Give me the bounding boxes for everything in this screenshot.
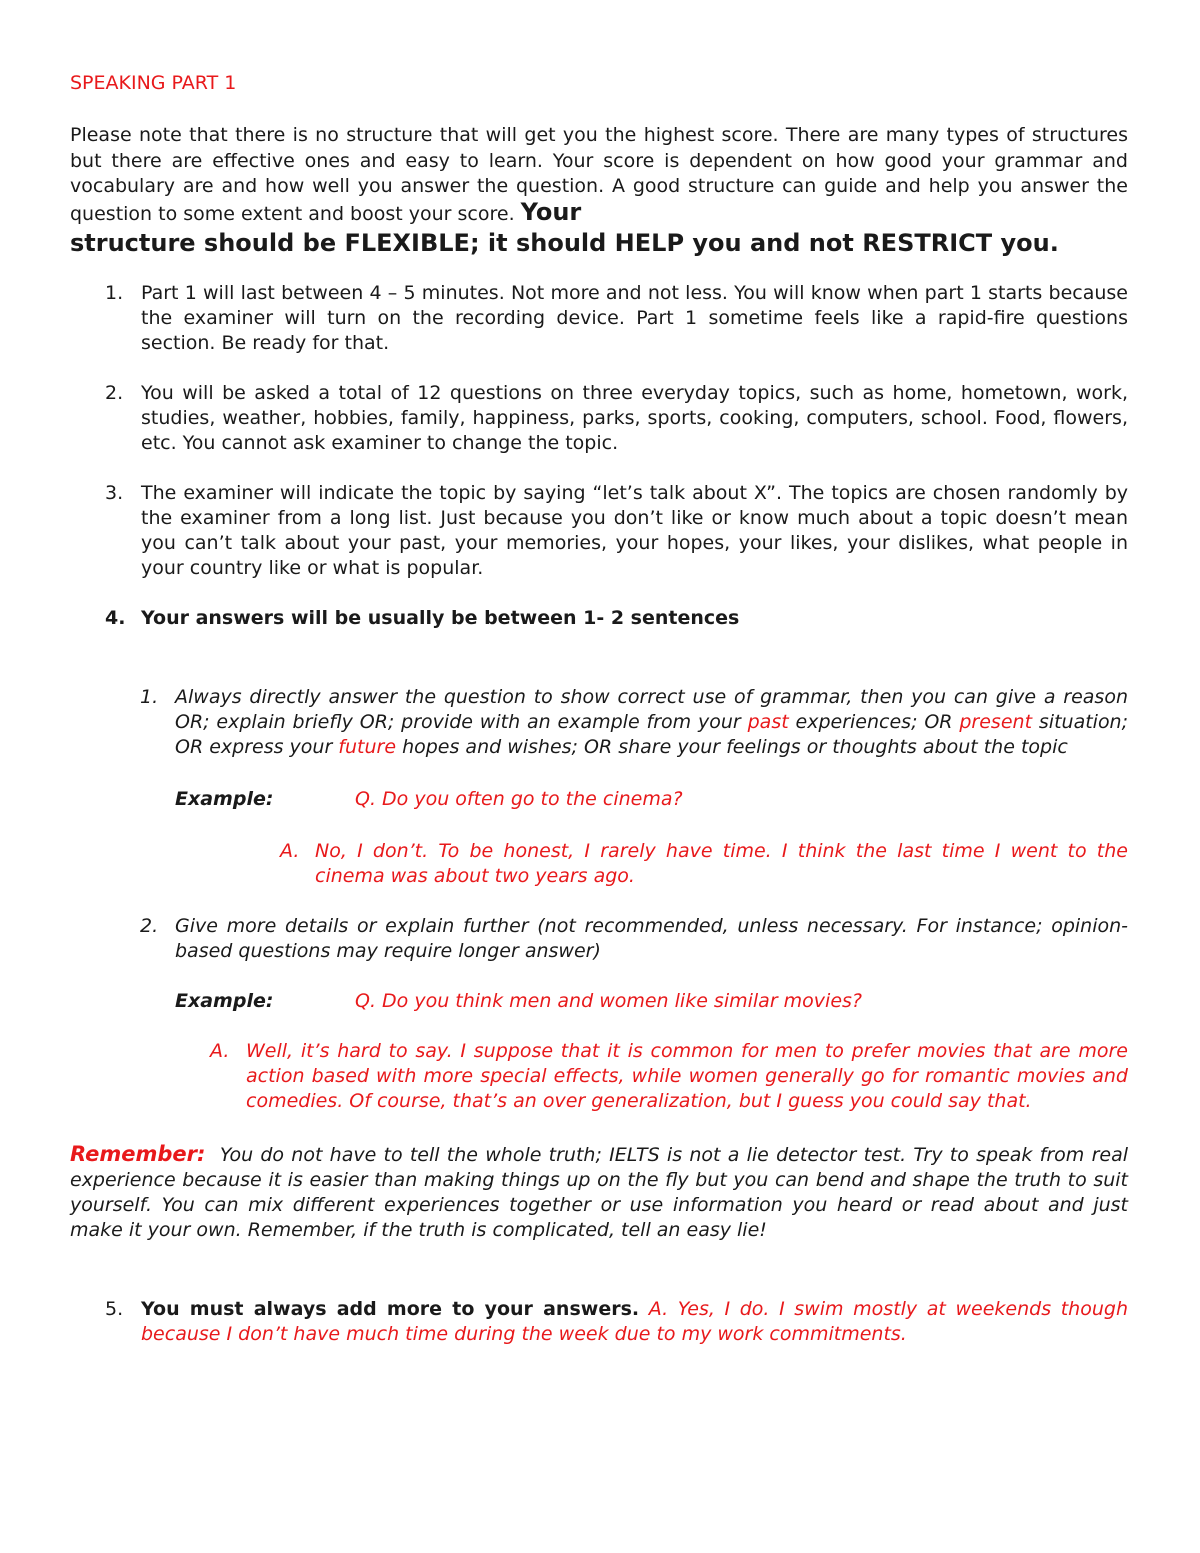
- list-item: [70, 481, 1128, 581]
- list-item: [70, 1297, 1128, 1347]
- answer-text: No, I don’t. To be honest, I rarely have time. I think the last time I went to the cinema was about two years ago.: [315, 840, 1128, 887]
- example-label: Example:: [175, 990, 274, 1012]
- remember-paragraph: [70, 1142, 1128, 1243]
- answer-text: A. Yes, I do. I swim mostly at weekends though because I don’t have much time during the week due to my work commitments.: [141, 1298, 1128, 1345]
- list-text: Your answers will be usually be between 1- 2 sentences: [141, 607, 740, 629]
- sub-text: experiences; OR: [788, 711, 960, 733]
- emph-g: you.: [992, 229, 1059, 257]
- list-text: Part 1 will last between 4 – 5 minutes. Not more and not less. You will know when part 1 starts because the examiner will turn on the recording device. Part 1 sometime feels like a rapid-fire questions section. Be ready for that.: [141, 282, 1128, 354]
- answer-marker: A.: [210, 1040, 230, 1062]
- sub-list-number: 2.: [140, 915, 159, 937]
- remember-label: Remember:: [70, 1142, 206, 1166]
- sub-text: Always directly answer the question to show correct use of grammar, then you can give a reason OR; explain briefly OR; provide with an example from your: [175, 686, 1128, 733]
- sub-list-number: 1.: [140, 686, 159, 708]
- example-question: Q. Do you think men and women like similar movies?: [355, 990, 862, 1012]
- list-item: [70, 381, 1128, 456]
- page-title: SPEAKING PART 1: [70, 72, 237, 94]
- highlight-past: past: [747, 711, 789, 733]
- list-number: 5.: [105, 1298, 124, 1320]
- emph-help: HELP: [614, 229, 685, 257]
- highlight-future: future: [338, 736, 397, 758]
- answer-marker: A.: [280, 840, 300, 862]
- list-item: [70, 281, 1128, 356]
- example-answer: [70, 839, 1128, 889]
- example-label: Example:: [175, 788, 274, 810]
- list-number: 3.: [105, 482, 124, 504]
- list-text: You will be asked a total of 12 questions on three everyday topics, such as home, hometown, work, studies, weather, hobbies, family, happiness, parks, sports, cooking, computers, school. Food, flowers, etc. You cannot ask examiner to change the topic.: [141, 382, 1128, 454]
- intro-paragraph: [70, 123, 1128, 259]
- example-row: [70, 989, 1128, 1014]
- highlight-present: present: [959, 711, 1033, 733]
- document-page: [70, 70, 1128, 1347]
- list-number: 1.: [105, 282, 124, 304]
- intro-emphasis-line: [70, 227, 1128, 259]
- example-answer: [70, 1039, 1128, 1114]
- sub-text: situation; OR express your: [175, 711, 1129, 758]
- answer-text: Well, it’s hard to say. I suppose that it is common for men to prefer movies that are more action based with more special effects, while women generally go for romantic movies and comedies. Of course, that’s an over generalization, but I guess you could say that.: [246, 1040, 1128, 1112]
- emph-c: ; it should: [469, 229, 615, 257]
- list-number: 4.: [105, 607, 126, 629]
- emph-restrict: RESTRICT: [862, 229, 993, 257]
- intro-emphasis-your: Your: [520, 197, 582, 226]
- sub-text: hopes and wishes; OR share your feelings or thoughts about the topic: [396, 736, 1068, 758]
- sub-list-item: [70, 914, 1128, 964]
- sub-text: Give more details or explain further (not recommended, unless necessary. For instance; opinion-based questions may require longer answer): [175, 915, 1128, 962]
- example-row: [70, 787, 1128, 812]
- intro-text: Please note that there is no structure that will get you the highest score. There are many types of structures but there are effective ones and easy to learn. Your score is dependent on how good your grammar and vocabulary are and how well you answer the question. A good structure can guide and help you answer the question to some extent and boost your score.: [70, 124, 1128, 225]
- list-number: 2.: [105, 382, 124, 404]
- list-text-bold: You must always add more to your answers.: [141, 1298, 640, 1320]
- list-item: [70, 606, 1128, 631]
- sub-list-item: [70, 685, 1128, 760]
- emph-e: you and not: [684, 229, 863, 257]
- emph-flexible: FLEXIBLE: [344, 229, 470, 257]
- example-question: Q. Do you often go to the cinema?: [355, 788, 683, 810]
- remember-text: You do not have to tell the whole truth; IELTS is not a lie detector test. Try to speak from real experience because it is easier than making things up on the fly but you can bend and shape the truth to suit yourself. You can mix different experiences together or use information you heard or read about and just make it your own. Remember, if the truth is complicated, tell an easy lie!: [70, 1144, 1128, 1241]
- emph-a: structure should be: [70, 229, 345, 257]
- list-text: The examiner will indicate the topic by saying “let’s talk about X”. The topics are chosen randomly by the examiner from a long list. Just because you don’t like or know much about a topic doesn’t mean you can’t talk about your past, your memories, your hopes, your likes, your dislikes, what people in your country like or what is popular.: [141, 482, 1128, 579]
